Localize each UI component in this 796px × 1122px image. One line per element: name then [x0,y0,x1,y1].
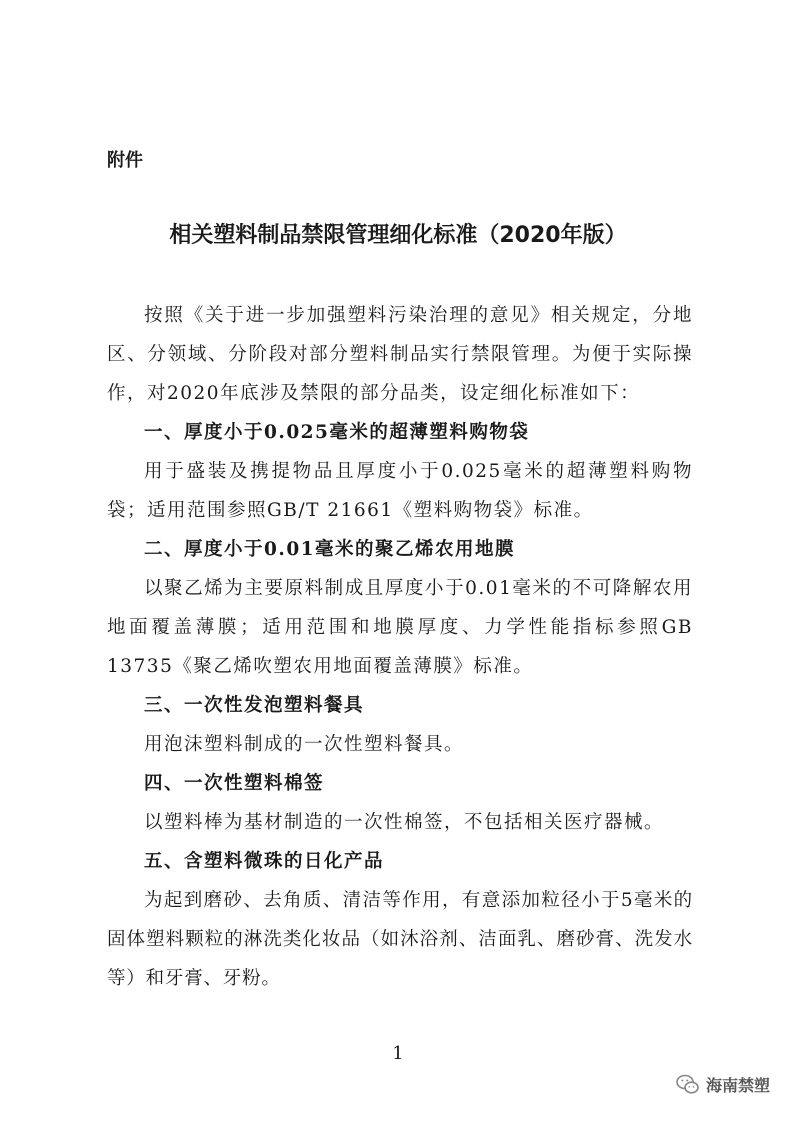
section-body-3: 用泡沫塑料制成的一次性塑料餐具。 [144,734,465,755]
watermark-text: 海南禁塑 [705,1076,770,1095]
document-body [107,296,693,998]
section-body-5: 为起到磨砂、去角质、清洁等作用，有意添加粒径小于5毫米的固体塑料颗粒的淋洗类化妆品（如沐浴剂、洁面乳、磨砂膏、洗发水等）和牙膏、牙粉。 [107,890,693,989]
section-heading-3: 三、一次性发泡塑料餐具 [144,695,365,716]
document-title: 相关塑料制品禁限管理细化标准（2020年版） [169,223,627,248]
section-body-1: 用于盛装及携提物品且厚度小于0.025毫米的超薄塑料购物袋；适用范围参照GB/T 21661《塑料购物袋》标准。 [107,461,693,521]
page-number: 1 [392,1043,404,1064]
attachment-label: 附件 [107,150,143,171]
section-heading-4: 四、一次性塑料棉签 [144,773,325,794]
section-body-4: 以塑料棒为基材制造的一次性棉签，不包括相关医疗器械。 [144,812,665,833]
section-heading-1: 一、厚度小于0.025毫米的超薄塑料购物袋 [144,422,530,443]
section-heading-2: 二、厚度小于0.01毫米的聚乙烯农用地膜 [144,539,516,560]
section-heading-5: 五、含塑料微珠的日化产品 [144,851,385,872]
intro-paragraph: 按照《关于进一步加强塑料污染治理的意见》相关规定，分地区、分领域、分阶段对部分塑料制品实行禁限管理。为便于实际操作，对2020年底涉及禁限的部分品类，设定细化标准如下： [107,305,693,404]
watermark [676,1073,770,1096]
wechat-icon [676,1074,700,1096]
section-body-2: 以聚乙烯为主要原料制成且厚度小于0.01毫米的不可降解农用地面覆盖薄膜；适用范围和地膜厚度、力学性能指标参照GB 13735《聚乙烯吹塑农用地面覆盖薄膜》标准。 [107,578,693,677]
